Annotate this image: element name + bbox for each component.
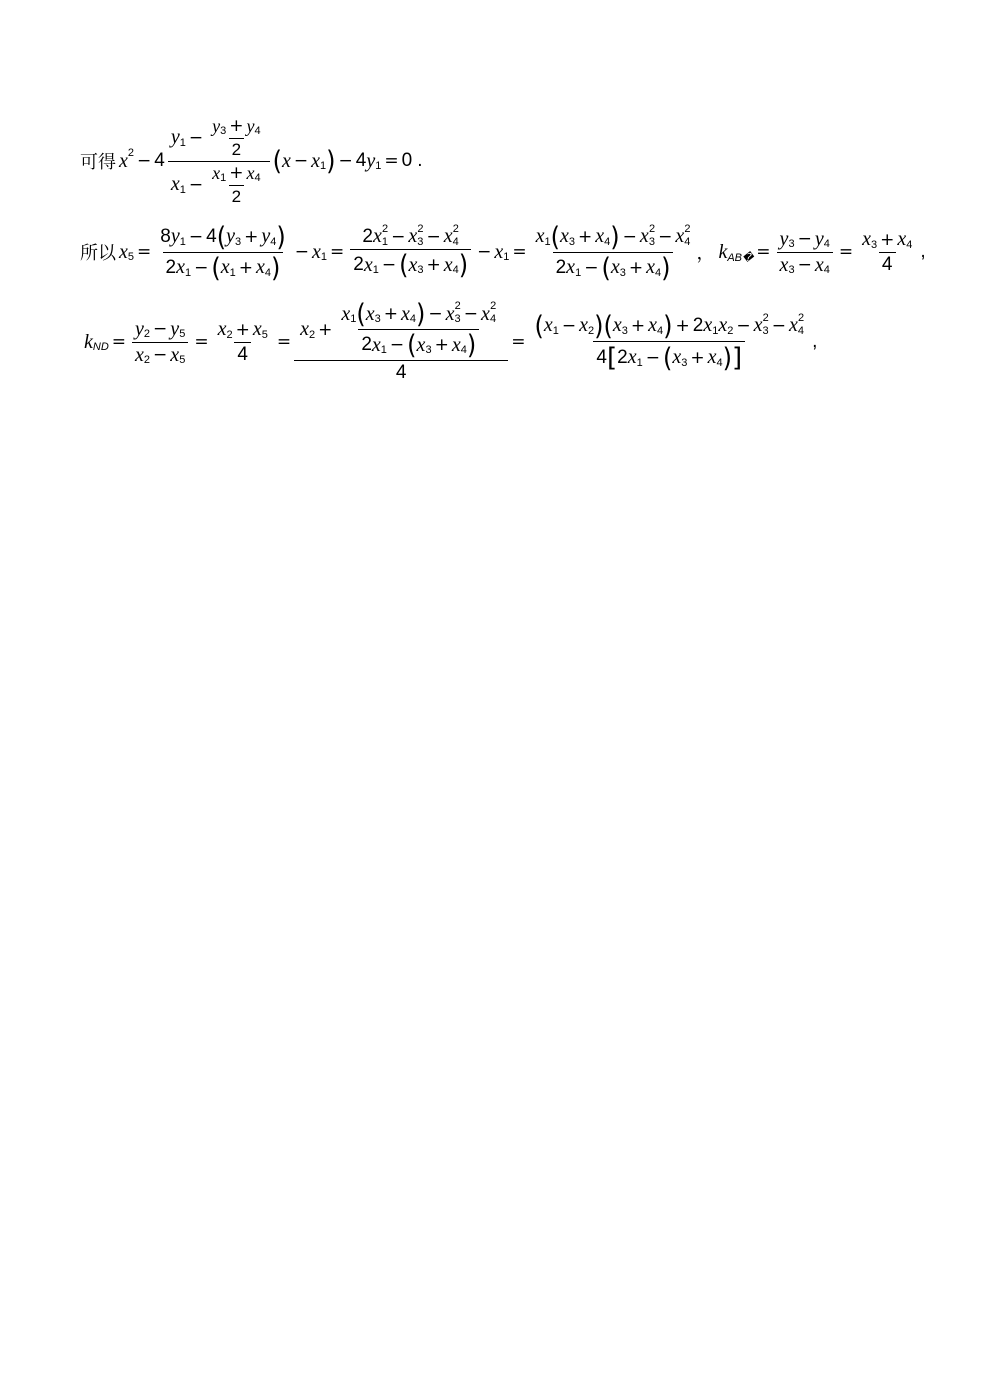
line2-comma-2: , [920, 241, 926, 262]
line3-comma: , [812, 331, 818, 352]
line1-prefix: 可得 [80, 152, 116, 173]
x5-fraction-2: 2 x 1 2 − x 3 2 − x 4 2 2 x 1 − ( x 3 + x 4 ) [350, 225, 471, 279]
kab-fraction: y 3 − y 4 x 3 − x 4 [777, 228, 833, 277]
big-slope-fraction: y 1 − y 3 + y 4 2 x 1 − x 1 + x 4 2 [168, 116, 270, 207]
k-ab-subscript: AB� [727, 251, 754, 264]
equation-line-2: 所以 x 5 = 8 y 1 − 4 ( y 3 + y 4 ) 2 x 1 − ( x 1 + x 4 ) − x 1 = 2 x 1 2 − x 3 2 − x 4 2 2 x 1 − ( x 3 + x 4 ) − x 1 = x 1 ( x 3 + x 4 ) − x 3 2 − x 4 2 2 x 1 − ( x 3 + x 4 ) ， k AB� = y 3 − y 4 x 3 − x 4 = x 3 + x 4 4 , [80, 221, 926, 283]
k-nd-subscript: ND [92, 341, 109, 353]
equation-line-3: k ND = y 2 − y 5 x 2 − x 5 = x 2 + x 5 4 = x 2 + x 1 ( x 3 + x 4 ) − x 3 2 − x 4 2 2 x 1 − ( x 3 + x 4 ) 4 = ( x 1 − x 2 ) ( x 3 + x 4 ) + 2 x 1 x 2 − x 3 2 − x 4 2 4 [ 2 x 1 − ( x 3 + x 4 ) ] , [84, 298, 818, 383]
line2-comma-1: ， [696, 243, 715, 264]
kab-simplified-fraction: x 3 + x 4 4 [862, 228, 913, 275]
knd-fraction-1: y 2 − y 5 x 2 − x 5 [132, 318, 188, 367]
line1-suffix: . [417, 150, 423, 171]
x5-fraction-1: 8 y 1 − 4 ( y 3 + y 4 ) 2 x 1 − ( x 1 + x 4 ) [160, 221, 286, 283]
line2-prefix: 所以 [80, 243, 116, 264]
knd-fraction-2: x 2 + x 5 4 [217, 318, 268, 365]
knd-fraction-4: ( x 1 − x 2 ) ( x 3 + x 4 ) + 2 x 1 x 2 − x 3 2 − x 4 2 4 [ 2 x 1 − ( x 3 + x 4 ) ] [534, 310, 805, 373]
equation-line-1: 可得 x 2 − 4 y 1 − y 3 + y 4 2 x 1 − x 1 + x 4 2 ( x − x 1 ) − 4 y 1 = 0 . [80, 115, 423, 206]
knd-fraction-3: x 2 + x 1 ( x 3 + x 4 ) − x 3 2 − x 4 2 2 x 1 − ( x 3 + x 4 ) 4 [297, 300, 505, 384]
x5-fraction-3: x 1 ( x 3 + x 4 ) − x 3 2 − x 4 2 2 x 1 − ( x 3 + x 4 ) [535, 221, 691, 283]
